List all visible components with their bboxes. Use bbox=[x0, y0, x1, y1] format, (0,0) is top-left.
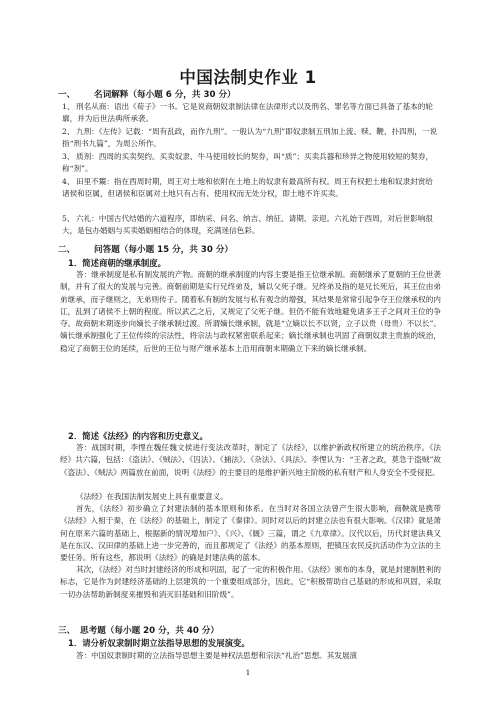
section-heading-3 bbox=[58, 624, 219, 636]
question-2-label: 2．简述《法经》的内容和历史意义。 bbox=[68, 431, 208, 441]
term-text: 六礼：中国古代结婚的六道程序，即纳采、问名、纳吉、纳征、请期、亲迎。六礼始于西周，对后世影响很大，是包办婚姻与买卖婚姻相结合的体现，充满迷信色彩。 bbox=[62, 214, 433, 236]
section-number: 一、 bbox=[58, 90, 76, 100]
page-number: 1 bbox=[245, 668, 251, 677]
section-number: 三、 bbox=[58, 626, 76, 636]
term-text: 质剂：西周的买卖契约。买卖奴隶、牛马使用较长的契券，叫“质”；买卖兵器和珍异之物使用较短的契券，称“剂”。 bbox=[62, 152, 434, 174]
section-title: 问答题（每小题 15 分，共 30 分） bbox=[94, 245, 234, 255]
question-1-label: 1．简述商朝的继承制度。 bbox=[68, 258, 166, 268]
term-text: 田里不鬻：指在西周时期，周王对土地和依附在土地上的奴隶有最高所有权。周王有权把土地和奴隶封赏给诸侯和臣属，但诸侯和臣属对土地只有占有、使用权而无处分权，即土地不许买卖。 bbox=[62, 177, 433, 199]
question-3-answer: 答：中国奴隶制时期的立法指导思想主要是神权法思想和宗法“礼治”思想。其发展演 bbox=[76, 651, 358, 660]
question-2-paragraph: 首先，《法经》初步确立了封建法制的基本原则和体系。在当时对各国立法曾产生很大影响，商鞅就是携带《法经》入相于秦，在《法经》的基础上，制定了《秦律》。同时对以后的封建立法也有很大影响。《汉律》就是萧何在原来六篇的基础上，根据新的情况增加户》、《兴》、《厩》三篇，谓之《九章律》。汉代以后，历代封建法典又是在东汉、汉田律的基础上进一步完善的，而且都规定了《法经》的基本原则，把镇压农民反抗活动作为立法的主要任务。所有这些，都说明《法经》的确是封建法典的蓝本。 bbox=[60, 504, 441, 563]
term-item-3: 3、 质剂：西周的买卖契约。买卖奴隶、牛马使用较长的契券，叫“质”；买卖兵器和珍异之物使用较短的契券，称“剂”。 bbox=[62, 152, 434, 174]
term-item-1: 1、 刑名从商：语出《荀子》一书。它是说商朝奴隶制法律在法律形式以及刑名、罪名等方面已具备了基本的轮廓，并为后世法典所承袭。 bbox=[62, 102, 433, 124]
term-text: 九刑：《左传》记载：“周有乱政，而作九刑”。一般认为“九刑”即奴隶制五刑加上流、赎、鞭、扑四刑，一说指“刑书九篇”，为周公所作。 bbox=[62, 127, 438, 149]
section-heading-1 bbox=[58, 88, 236, 100]
term-item-2: 2、 九刑：《左传》记载：“周有乱政，而作九刑”。一般认为“九刑”即奴隶制五刑加上流、赎、鞭、扑四刑，一说指“刑书九篇”，为周公所作。 bbox=[62, 127, 438, 149]
question-2-paragraph: 《法经》在我国法制发展史上具有重要意义。 bbox=[76, 492, 228, 501]
term-item-4: 4、 田里不鬻：指在西周时期，周王对土地和依附在土地上的奴隶有最高所有权。周王有权把土地和奴隶封赏给诸侯和臣属，但诸侯和臣属对土地只有占有、使用权而无处分权，即土地不许买卖。 bbox=[62, 177, 433, 199]
question-2-paragraph: 答：战国时期，李悝在魏任魏文侯进行变法改革时，制定了《法经》，以维护新政权所建立的统治秩序。《法经》共六篇，包括：《盗法》、《贼法》、《囚法》、《捕法》、《杂法》、《具法》。李悝认为：“王者之政，莫急于盗贼”故《盗法》、《贼法》两篇放在前面，说明《法经》的主要目的是维护新兴地主阶级的私有财产和人身安全不受侵犯。 bbox=[60, 443, 441, 477]
section-number: 二、 bbox=[58, 245, 76, 255]
term-text: 刑名从商：语出《荀子》一书。它是说商朝奴隶制法律在法律形式以及刑名、罪名等方面已具备了基本的轮廓，并为后世法典所承袭。 bbox=[62, 102, 433, 124]
section-title: 名词解释（每小题 6 分，共 30 分） bbox=[94, 90, 236, 100]
question-3-label: 1．请分析奴隶制时期立法指导思想的发展演变。 bbox=[68, 638, 250, 648]
section-title: 思考题（每小题 20 分，共 40 分） bbox=[80, 626, 220, 636]
document-title: 中国法制史作业 1 bbox=[179, 68, 317, 87]
term-item-5: 5、 六礼：中国古代结婚的六道程序，即纳采、问名、纳吉、纳征、请期、亲迎。六礼始于西周，对后世影响很大，是包办婚姻与买卖婚姻相结合的体现，充满迷信色彩。 bbox=[62, 214, 433, 236]
question-2-paragraph: 其次，《法经》对当时封建经济的形成和巩固，起了一定的积极作用。《法经》颁布的本身，就是封建制胜利的标志，它是作为封建经济基础的上层建筑的一个重要组成部分，因此，它“积极帮助自己基础的形成和巩固，采取一切办法帮助新制度来摧毁和消灭旧基础和旧阶级”。 bbox=[60, 565, 441, 599]
question-1-answer: 答：继承制度是私有制发展的产物。商朝的继承制度的内容主要是指王位继承制。商朝继承了夏朝的王位世袭制，并有了很大的发展与完善。商朝前期是实行兄终弟及，辅以父死子继。兄终弟及指的是兄长死后，其王位由弟弟继承，而子继则之，无弟则传子。随着私有制的发展与私有观念的增强，其结果是常常引起争夺王位继承权的内讧，乱到了诸侯不上朝的程度。所以武乙之后，又规定了父死子继。但仍不能有效地避免诸多王子之间对王位的争夺。故商朝末期逐步向嫡长子继承制过渡。所谓嫡长继承制，就是“立嫡以长不以贤，立子以贵（母贵）不以长”。嫡长继承制强化了王位传续的宗法性，将宗法与政权紧密联系起来；嫡长继承制也巩固了商朝奴隶主贵族的统治，稳定了商朝王位的延续，后世的王位与财产继承基本上沿用商朝末期确立下来的嫡长继承制。 bbox=[60, 270, 441, 353]
section-heading-2 bbox=[58, 243, 233, 255]
